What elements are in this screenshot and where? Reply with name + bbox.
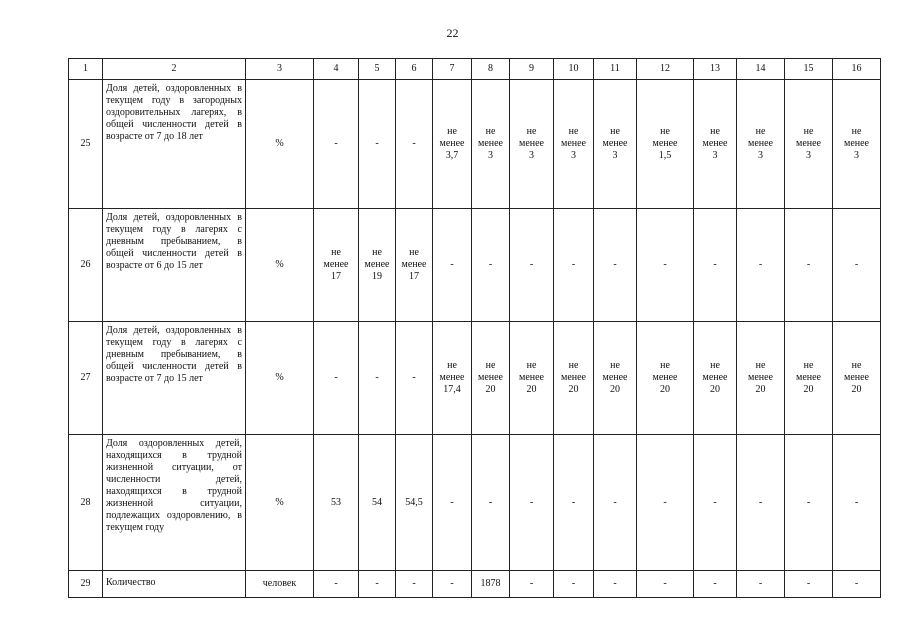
value-text: - [613, 259, 617, 270]
value-cell [737, 80, 785, 209]
value-text: - [663, 578, 667, 589]
value-text: - [412, 372, 416, 383]
value-cell [594, 435, 637, 571]
value-cell [510, 322, 554, 435]
table-row [69, 80, 881, 209]
value-cell [637, 435, 694, 571]
row-number: 25 [69, 80, 103, 209]
value-text: не менее 3 [702, 126, 728, 161]
value-text: - [571, 496, 576, 508]
value-cell [396, 80, 433, 209]
value-text: не менее 20 [748, 360, 773, 395]
value-cell [594, 80, 637, 209]
value-cell [554, 435, 594, 571]
unit-cell: человек [246, 571, 314, 598]
value-text: 1878 [480, 578, 501, 589]
value-cell [472, 322, 510, 435]
value-text: не менее 17 [323, 247, 349, 282]
value-text: не менее 19 [364, 247, 390, 282]
value-text: - [758, 259, 763, 270]
value-cell [396, 322, 433, 435]
value-text: - [613, 496, 617, 508]
indicator-description: Доля детей, оздоровленных в текущем году в загородных оздоровительных лагерях, в общей численности детей в возрасте от 7 до 18 лет [103, 80, 246, 209]
row-number: 29 [69, 571, 103, 598]
value-cell [785, 322, 833, 435]
value-cell [637, 571, 694, 598]
value-text: не менее 20 [796, 360, 821, 395]
indicator-description: Доля детей, оздоровленных в текущем году в лагерях с дневным пребыванием, в общей численности детей в возрасте от 6 до 15 лет [103, 209, 246, 322]
table-row [69, 571, 881, 598]
value-cell [359, 80, 396, 209]
value-text: 54 [372, 496, 382, 508]
value-cell [314, 209, 359, 322]
value-cell [396, 435, 433, 571]
value-cell [472, 435, 510, 571]
value-text: - [806, 259, 811, 270]
value-text: - [450, 496, 454, 508]
value-cell [785, 209, 833, 322]
value-text: не менее 20 [652, 360, 678, 395]
value-text: - [375, 372, 379, 383]
column-header: 6 [396, 59, 433, 80]
value-cell [785, 80, 833, 209]
value-cell [433, 435, 472, 571]
unit-cell: % [246, 322, 314, 435]
value-cell [833, 571, 881, 598]
value-text: не менее 3 [602, 126, 628, 161]
value-text: - [571, 578, 576, 589]
value-cell [510, 435, 554, 571]
value-text: - [334, 578, 338, 589]
column-header: 4 [314, 59, 359, 80]
value-cell [396, 209, 433, 322]
value-text: 54,5 [405, 496, 423, 508]
value-text: - [529, 259, 534, 270]
value-cell [833, 435, 881, 571]
value-cell [594, 209, 637, 322]
column-header: 15 [785, 59, 833, 80]
column-header: 13 [694, 59, 737, 80]
indicator-description: Количество [103, 571, 246, 598]
value-text: - [758, 578, 763, 589]
value-cell [737, 322, 785, 435]
value-cell [554, 80, 594, 209]
value-cell [737, 435, 785, 571]
value-cell [694, 209, 737, 322]
column-header: 8 [472, 59, 510, 80]
value-text: - [375, 578, 379, 589]
column-header: 1 [69, 59, 103, 80]
value-text: не менее 20 [844, 360, 869, 395]
value-cell [359, 435, 396, 571]
value-cell [359, 209, 396, 322]
indicator-description: Доля детей, оздоровленных в текущем году в лагерях с дневным пребыванием, в общей численности детей в возрасте от 7 до 15 лет [103, 322, 246, 435]
value-text: - [663, 496, 667, 508]
column-header: 11 [594, 59, 637, 80]
table-row [69, 209, 881, 322]
value-cell [433, 209, 472, 322]
unit-cell: % [246, 209, 314, 322]
value-text: не менее 3 [519, 126, 544, 161]
value-text: - [854, 259, 859, 270]
row-number: 27 [69, 322, 103, 435]
value-cell [833, 80, 881, 209]
value-text: - [412, 138, 416, 149]
value-text: - [663, 259, 667, 270]
value-cell [554, 322, 594, 435]
value-cell [472, 571, 510, 598]
value-text: - [334, 138, 338, 149]
value-cell [359, 322, 396, 435]
value-text: - [488, 496, 493, 508]
value-text: не менее 20 [519, 360, 544, 395]
value-cell [785, 435, 833, 571]
value-cell [594, 571, 637, 598]
table-body [69, 59, 881, 598]
table-row [69, 435, 881, 571]
value-cell [694, 80, 737, 209]
value-text: не менее 3 [478, 126, 503, 161]
column-header: 7 [433, 59, 472, 80]
value-text: - [529, 578, 534, 589]
value-cell [510, 571, 554, 598]
value-cell [737, 571, 785, 598]
value-cell [594, 322, 637, 435]
value-cell [433, 80, 472, 209]
value-text: не менее 3 [796, 126, 821, 161]
value-cell [314, 80, 359, 209]
value-text: - [713, 496, 717, 508]
value-text: - [806, 496, 811, 508]
row-number: 28 [69, 435, 103, 571]
value-cell [359, 571, 396, 598]
value-text: - [806, 578, 811, 589]
value-text: не менее 17 [401, 247, 427, 282]
value-text: - [488, 259, 493, 270]
value-text: не менее 3 [748, 126, 773, 161]
indicator-description: Доля оздоровленных детей, находящихся в трудной жизненной ситуации, от численности детей, находящихся в трудной жизненной ситуации, подлежащих оздоровлению, в текущем году [103, 435, 246, 571]
value-text: не менее 3,7 [439, 126, 465, 161]
unit-cell: % [246, 435, 314, 571]
value-cell [694, 322, 737, 435]
value-cell [694, 571, 737, 598]
value-text: не менее 20 [702, 360, 728, 395]
value-text: не менее 20 [561, 360, 586, 395]
value-cell [637, 80, 694, 209]
value-cell [554, 571, 594, 598]
value-cell [694, 435, 737, 571]
value-cell [637, 322, 694, 435]
value-cell [785, 571, 833, 598]
column-header: 10 [554, 59, 594, 80]
table-row [69, 322, 881, 435]
value-cell [472, 209, 510, 322]
page-number: 22 [446, 26, 459, 40]
column-header: 5 [359, 59, 396, 80]
value-text: не менее 20 [602, 360, 628, 395]
value-text: - [450, 259, 454, 270]
value-text: - [713, 578, 717, 589]
value-text: - [529, 496, 534, 508]
value-cell [637, 209, 694, 322]
column-header: 9 [510, 59, 554, 80]
value-text: не менее 1,5 [652, 126, 678, 161]
value-text: - [334, 372, 338, 383]
value-text: - [854, 578, 859, 589]
column-header: 14 [737, 59, 785, 80]
value-cell [314, 571, 359, 598]
value-cell [314, 322, 359, 435]
value-cell [510, 209, 554, 322]
value-text: - [450, 578, 454, 589]
value-cell [833, 322, 881, 435]
value-cell [433, 322, 472, 435]
value-cell [433, 571, 472, 598]
value-text: не менее 3 [844, 126, 869, 161]
value-cell [737, 209, 785, 322]
value-text: 53 [331, 496, 341, 508]
unit-cell: % [246, 80, 314, 209]
value-text: - [412, 578, 416, 589]
indicators-table [68, 58, 881, 598]
value-cell [314, 435, 359, 571]
value-cell [554, 209, 594, 322]
column-header: 3 [246, 59, 314, 80]
value-cell [472, 80, 510, 209]
value-text: - [375, 138, 379, 149]
header-row [69, 59, 881, 80]
value-text: - [571, 259, 576, 270]
row-number: 26 [69, 209, 103, 322]
value-cell [510, 80, 554, 209]
value-cell [833, 209, 881, 322]
value-text: не менее 17,4 [439, 360, 465, 395]
value-text: - [713, 259, 717, 270]
value-text: - [613, 578, 617, 589]
value-text: - [854, 496, 859, 508]
value-cell [396, 571, 433, 598]
column-header: 12 [637, 59, 694, 80]
value-text: не менее 3 [561, 126, 586, 161]
column-header: 2 [103, 59, 246, 80]
value-text: - [758, 496, 763, 508]
column-header: 16 [833, 59, 881, 80]
value-text: не менее 20 [478, 360, 503, 395]
